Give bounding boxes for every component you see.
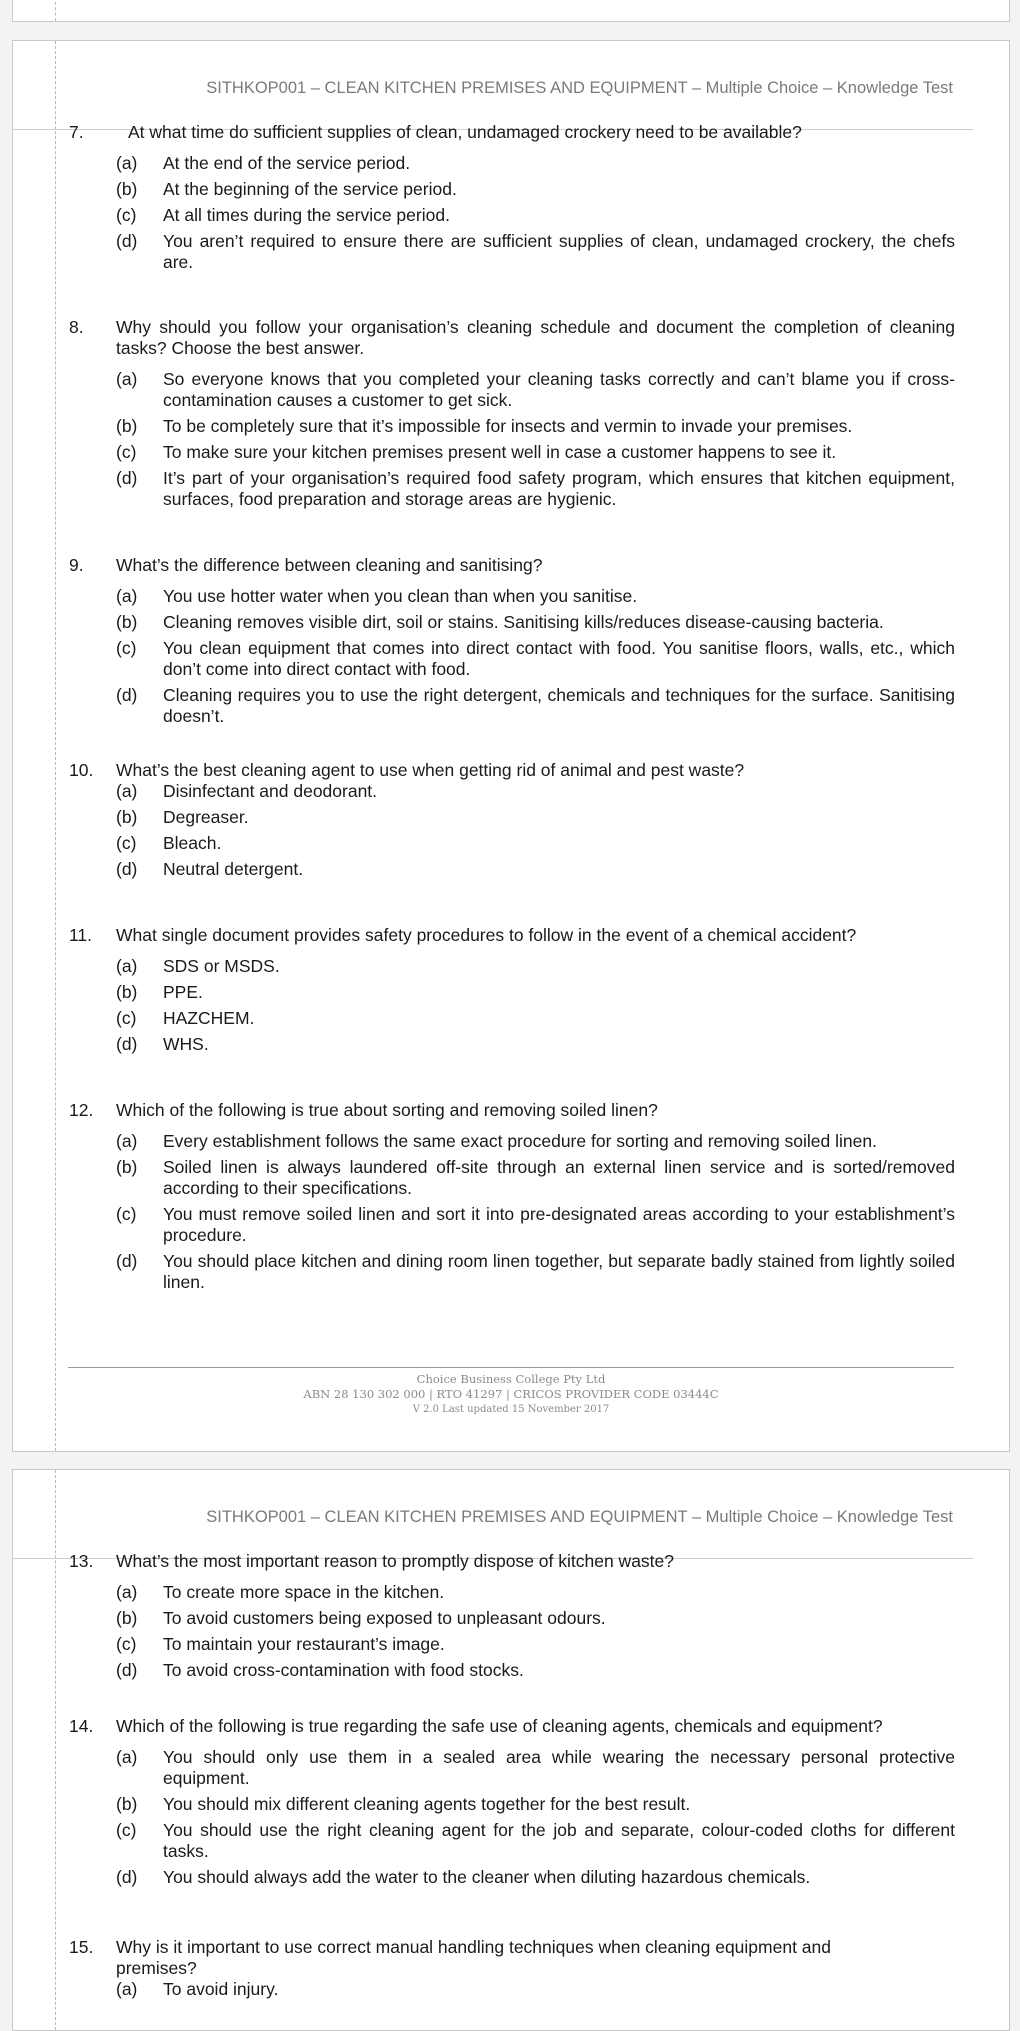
question-12: [69, 1100, 955, 1298]
option-text: You should only use them in a sealed area while wearing the necessary personal protective equipment.: [163, 1747, 955, 1788]
option-text: So everyone knows that you completed your cleaning tasks correctly and can’t blame you if cross-contamination causes a customer to get sick.: [163, 369, 955, 410]
option-letter: (d): [116, 231, 138, 251]
question-text: What’s the difference between cleaning and sanitising?: [116, 555, 543, 575]
question-15: [69, 1937, 955, 2005]
question-13: [69, 1551, 955, 1686]
option-text: You should place kitchen and dining room linen together, but separate badly stained from lightly soiled linen.: [163, 1251, 955, 1292]
option-text: HAZCHEM.: [163, 1008, 255, 1028]
option-letter: (b): [116, 1794, 138, 1814]
question-number: 14.: [69, 1716, 94, 1736]
option-letter: (c): [116, 638, 137, 658]
question-text: Which of the following is true about sorting and removing soiled linen?: [116, 1100, 658, 1120]
option-letter: (c): [116, 1634, 137, 1654]
option-text: You clean equipment that comes into direct contact with food. You sanitise floors, walls, etc., which don’t come into direct contact with food.: [163, 638, 955, 679]
option-letter: (b): [116, 416, 138, 436]
question-9: [69, 555, 955, 732]
answer-option[interactable]: [69, 638, 955, 680]
option-text: Degreaser.: [163, 807, 249, 827]
option-text: To maintain your restaurant’s image.: [163, 1634, 445, 1654]
answer-option[interactable]: [69, 442, 955, 463]
option-text: To avoid injury.: [163, 1979, 279, 1999]
option-letter: (c): [116, 833, 137, 853]
option-text: It’s part of your organisation’s required food safety program, which ensures that kitchen equipment, surfaces, food preparation and storage areas are hygienic.: [163, 468, 955, 509]
question-number: 9.: [69, 555, 84, 575]
option-text: You should use the right cleaning agent for the job and separate, colour-coded cloths for different tasks.: [163, 1820, 955, 1861]
question-text: What’s the most important reason to promptly dispose of kitchen waste?: [116, 1551, 675, 1571]
answer-option[interactable]: [69, 1582, 955, 1603]
option-letter: (a): [116, 586, 138, 606]
option-text: You aren’t required to ensure there are sufficient supplies of clean, undamaged crockery, the chefs are.: [163, 231, 955, 272]
option-text: Neutral detergent.: [163, 859, 304, 879]
answer-option[interactable]: [69, 1251, 955, 1293]
option-text: Disinfectant and deodorant.: [163, 781, 378, 801]
option-text: To avoid customers being exposed to unpleasant odours.: [163, 1608, 606, 1628]
answer-option[interactable]: [69, 1034, 955, 1055]
question-text: Why is it important to use correct manual handling techniques when cleaning equipment and premises?: [116, 1937, 831, 1978]
option-letter: (c): [116, 1820, 137, 1840]
option-letter: (d): [116, 468, 138, 488]
answer-option[interactable]: [69, 369, 955, 411]
option-letter: (a): [116, 1582, 138, 1602]
question-number: 7.: [69, 122, 84, 142]
answer-option[interactable]: [69, 179, 955, 200]
option-letter: (c): [116, 442, 137, 462]
option-letter: (c): [116, 205, 137, 225]
option-text: PPE.: [163, 982, 203, 1002]
option-text: At all times during the service period.: [163, 205, 450, 225]
document-page: [12, 1469, 1010, 2031]
question-text: What single document provides safety procedures to follow in the event of a chemical accident?: [116, 925, 857, 945]
option-letter: (b): [116, 179, 138, 199]
answer-option[interactable]: [69, 1979, 955, 2000]
question-number: 11.: [69, 925, 93, 945]
footer-registration: ABN 28 130 302 000 | RTO 41297 | CRICOS PROVIDER CODE 03444C: [303, 1387, 719, 1401]
question-8: [69, 317, 955, 515]
option-text: At the end of the service period.: [163, 153, 411, 173]
document-page: [12, 40, 1010, 1452]
option-letter: (b): [116, 1157, 138, 1177]
option-letter: (a): [116, 1131, 138, 1151]
answer-option[interactable]: [69, 1634, 955, 1655]
previous-page: [12, 0, 1010, 22]
answer-option[interactable]: [69, 416, 955, 437]
question-7: [69, 122, 955, 278]
answer-option[interactable]: [69, 1157, 955, 1199]
option-text: Soiled linen is always laundered off-site through an external linen service and is sorted/removed according to their specifications.: [163, 1157, 955, 1198]
option-text: You should mix different cleaning agents together for the best result.: [163, 1794, 691, 1814]
margin-line: [55, 41, 56, 1451]
answer-option[interactable]: [69, 982, 955, 1003]
answer-option[interactable]: [69, 833, 955, 854]
option-text: To avoid cross-contamination with food stocks.: [163, 1660, 524, 1680]
question-14: [69, 1716, 955, 1893]
option-text: WHS.: [163, 1034, 209, 1054]
option-letter: (b): [116, 612, 138, 632]
answer-option[interactable]: [69, 1660, 955, 1681]
option-letter: (b): [116, 982, 138, 1002]
option-text: Every establishment follows the same exact procedure for sorting and removing soiled linen.: [163, 1131, 877, 1151]
question-number: 10.: [69, 760, 94, 780]
option-letter: (c): [116, 1204, 137, 1224]
answer-option[interactable]: [69, 956, 955, 977]
option-text: You must remove soiled linen and sort it into pre-designated areas according to your establishment’s procedure.: [163, 1204, 955, 1245]
page-footer: [68, 1372, 954, 1417]
answer-option[interactable]: [69, 1820, 955, 1862]
question-text: At what time do sufficient supplies of clean, undamaged crockery need to be available?: [128, 122, 802, 142]
question-text: Why should you follow your organisation’s cleaning schedule and document the completion of cleaning tasks? Choose the best answer.: [116, 317, 955, 358]
option-letter: (d): [116, 859, 138, 879]
option-letter: (a): [116, 369, 138, 389]
answer-option[interactable]: [69, 468, 955, 510]
page-header: SITHKOP001 – CLEAN KITCHEN PREMISES AND EQUIPMENT – Multiple Choice – Knowledge Test: [206, 79, 953, 97]
footer-divider: [68, 1367, 954, 1368]
answer-option[interactable]: [69, 205, 955, 226]
answer-option[interactable]: [69, 1608, 955, 1629]
option-letter: (a): [116, 956, 138, 976]
option-text: You should always add the water to the cleaner when diluting hazardous chemicals.: [163, 1867, 811, 1887]
option-letter: (d): [116, 685, 138, 705]
answer-option[interactable]: [69, 231, 955, 273]
option-letter: (d): [116, 1034, 138, 1054]
margin-line: [55, 1470, 56, 2030]
answer-option[interactable]: [69, 1747, 955, 1789]
answer-option[interactable]: [69, 1867, 955, 1888]
option-text: You use hotter water when you clean than when you sanitise.: [163, 586, 638, 606]
answer-option[interactable]: [69, 859, 955, 880]
option-text: Cleaning requires you to use the right detergent, chemicals and techniques for the surface. Sanitising doesn’t.: [163, 685, 955, 726]
answer-option[interactable]: [69, 1204, 955, 1246]
option-letter: (a): [116, 153, 138, 173]
question-number: 13.: [69, 1551, 94, 1571]
answer-option[interactable]: [69, 153, 955, 174]
question-number: 8.: [69, 317, 84, 337]
question-text: What’s the best cleaning agent to use when getting rid of animal and pest waste?: [116, 760, 745, 780]
option-text: To create more space in the kitchen.: [163, 1582, 445, 1602]
answer-option[interactable]: [69, 1008, 955, 1029]
question-number: 12.: [69, 1100, 94, 1120]
answer-option[interactable]: [69, 685, 955, 727]
answer-option[interactable]: [69, 1794, 955, 1815]
option-text: To make sure your kitchen premises present well in case a customer happens to see it.: [163, 442, 837, 462]
margin-line: [55, 0, 56, 21]
answer-option[interactable]: [69, 781, 955, 802]
option-text: Cleaning removes visible dirt, soil or stains. Sanitising kills/reduces disease-causing bacteria.: [163, 612, 884, 632]
option-letter: (b): [116, 1608, 138, 1628]
question-number: 15.: [69, 1937, 94, 1957]
question-11: [69, 925, 955, 1060]
option-letter: (a): [116, 1747, 138, 1767]
option-text: Bleach.: [163, 833, 222, 853]
answer-option[interactable]: [69, 807, 955, 828]
option-text: At the beginning of the service period.: [163, 179, 457, 199]
option-letter: (a): [116, 781, 138, 801]
footer-company: Choice Business College Pty Ltd: [416, 1372, 606, 1386]
option-letter: (c): [116, 1008, 137, 1028]
option-letter: (d): [116, 1251, 138, 1271]
option-text: SDS or MSDS.: [163, 956, 280, 976]
option-letter: (a): [116, 1979, 138, 1999]
option-letter: (d): [116, 1660, 138, 1680]
answer-option[interactable]: [69, 1131, 955, 1152]
question-text: Which of the following is true regarding the safe use of cleaning agents, chemicals and equipment?: [116, 1716, 883, 1736]
footer-version: V 2.0 Last updated 15 November 2017: [412, 1404, 610, 1415]
option-letter: (d): [116, 1867, 138, 1887]
answer-option[interactable]: [69, 586, 955, 607]
answer-option[interactable]: [69, 612, 955, 633]
option-letter: (b): [116, 807, 138, 827]
page-header: SITHKOP001 – CLEAN KITCHEN PREMISES AND EQUIPMENT – Multiple Choice – Knowledge Test: [206, 1508, 953, 1526]
option-text: To be completely sure that it’s impossible for insects and vermin to invade your premises.: [163, 416, 853, 436]
question-10: [69, 760, 955, 885]
